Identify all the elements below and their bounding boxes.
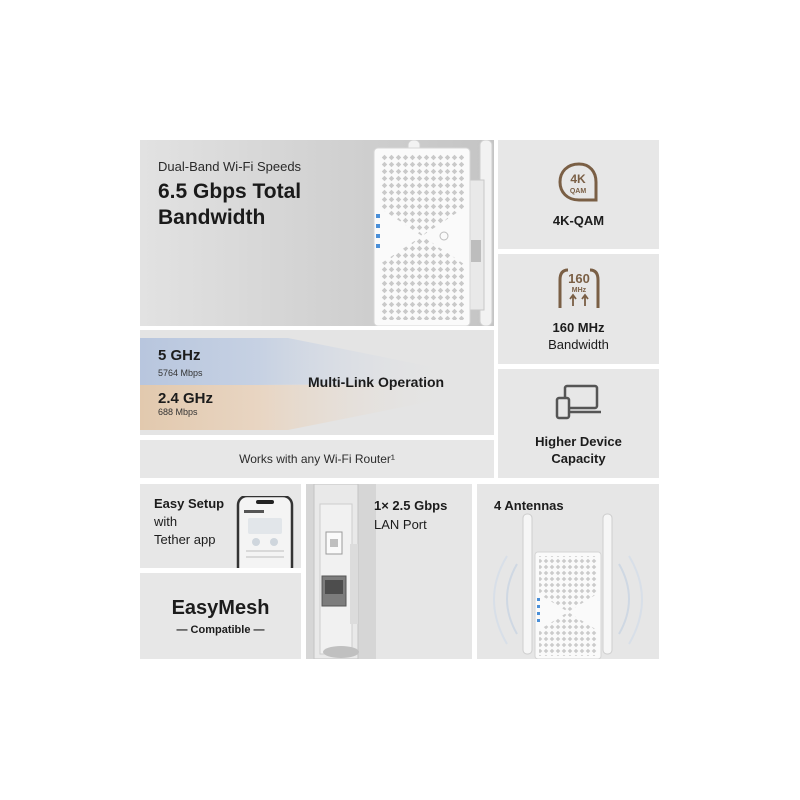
- lan-title: 1× 2.5 Gbps: [374, 498, 448, 513]
- capacity-label-line2: Capacity: [551, 450, 606, 466]
- feature-160mhz: [498, 254, 659, 364]
- setup-line2: with: [154, 514, 178, 529]
- lan-subtitle: LAN Port: [374, 517, 427, 532]
- feature-device-capacity: [498, 369, 659, 478]
- easy-setup-tile: [140, 484, 301, 568]
- qam-badge-bottom: QAM: [569, 188, 586, 195]
- multi-link-panel: [140, 330, 494, 435]
- channel-label-line2: Bandwidth: [548, 337, 609, 352]
- hero-subtitle: Dual-Band Wi-Fi Speeds: [158, 159, 302, 174]
- channel-badge-unit: MHz: [571, 287, 586, 294]
- hero-title-line2: Bandwidth: [158, 206, 266, 229]
- hero-title: [158, 179, 338, 231]
- hero-banner: [140, 140, 494, 326]
- easymesh-subtitle: — Compatible —: [176, 623, 265, 636]
- lan-port-tile: [306, 484, 472, 659]
- 4k-qam-icon: [556, 161, 602, 203]
- band-5ghz: [140, 338, 258, 385]
- router-compat-banner: [140, 440, 494, 478]
- band-24ghz-name: 2.4 GHz: [158, 390, 214, 407]
- capacity-label-line1: Higher Device: [535, 433, 622, 449]
- setup-title: Easy Setup: [154, 496, 225, 511]
- easymesh-title: EasyMesh: [171, 596, 270, 619]
- channel-label-line1: 160 MHz: [552, 320, 605, 335]
- easymesh-tile: [140, 573, 301, 659]
- qam-badge-top: 4K: [569, 172, 586, 186]
- extender-device-image: [360, 140, 494, 326]
- router-compat-text: Works with any Wi-Fi Router¹: [239, 452, 395, 466]
- antennas-device-image: [477, 504, 659, 659]
- antennas-title: 4 Antennas: [494, 498, 564, 513]
- setup-line3: Tether app: [154, 532, 216, 547]
- antennas-tile: [477, 484, 659, 659]
- devices-icon: [555, 382, 603, 422]
- lan-port-image: [306, 484, 376, 659]
- band-24ghz: [140, 385, 258, 430]
- band-5ghz-name: 5 GHz: [158, 347, 201, 364]
- band-24ghz-rate: 688 Mbps: [158, 407, 198, 417]
- feature-4k-qam: [498, 140, 659, 249]
- hero-title-line1: 6.5 Gbps Total: [158, 180, 302, 203]
- qam-label: 4K-QAM: [552, 213, 605, 228]
- channel-badge-value: 160: [567, 271, 590, 286]
- multi-link-label: Multi-Link Operation: [308, 374, 445, 390]
- channel-width-icon: [554, 266, 604, 310]
- phone-app-icon: [236, 496, 294, 568]
- band-5ghz-rate: 5764 Mbps: [158, 368, 203, 378]
